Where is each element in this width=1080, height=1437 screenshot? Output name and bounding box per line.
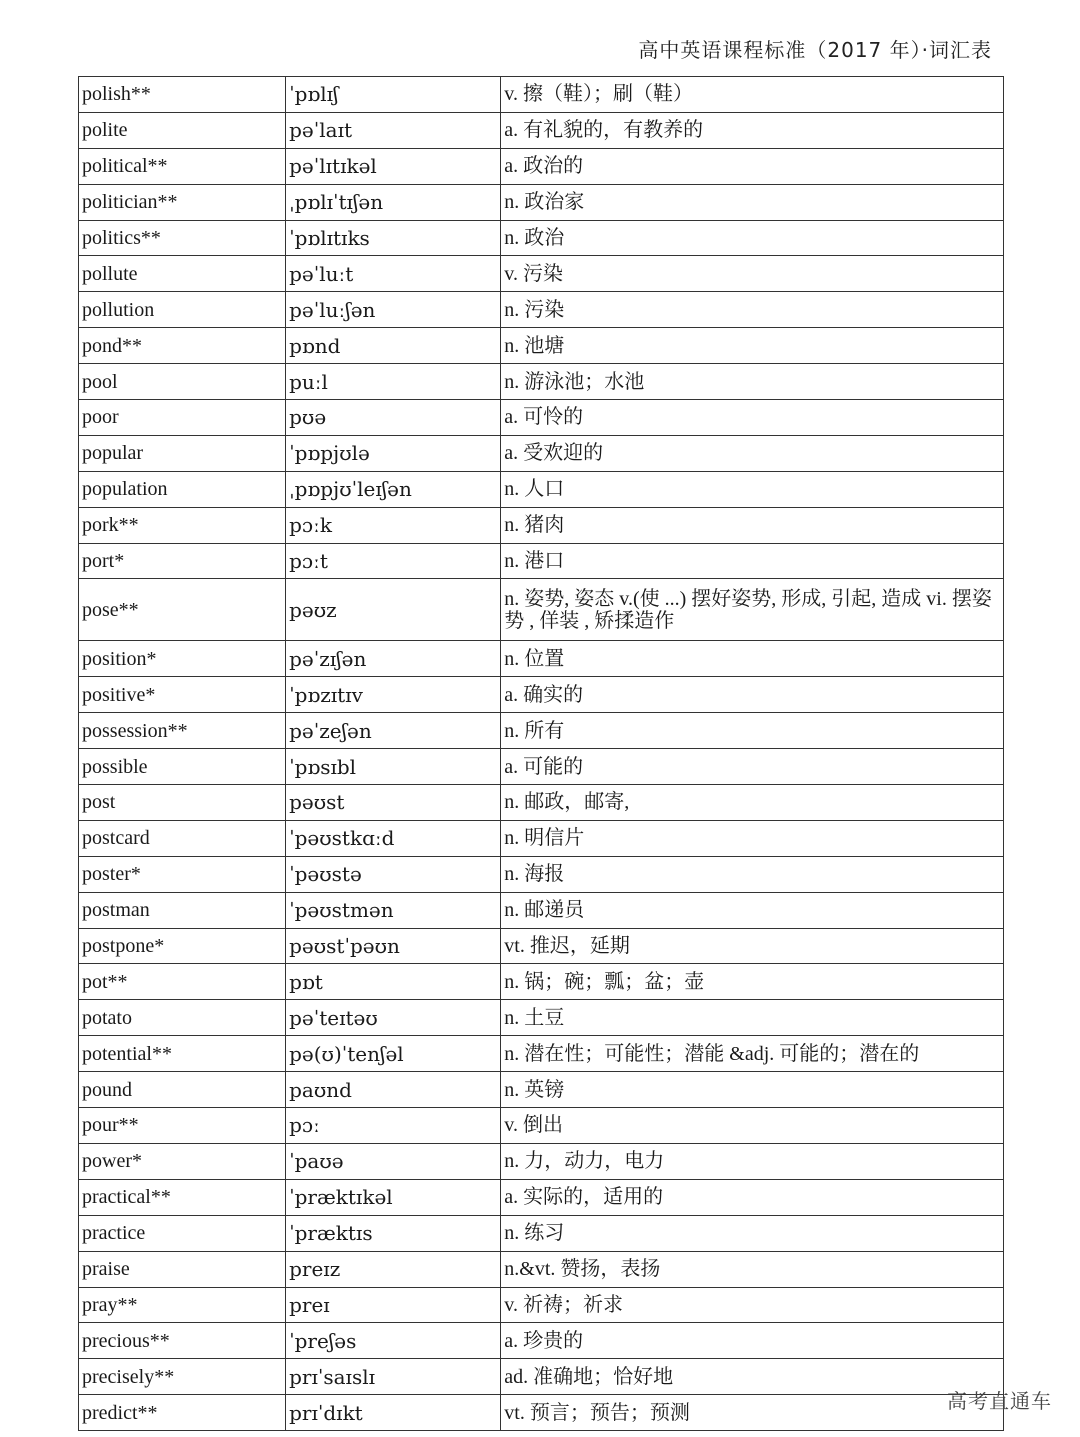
word-cell: possession** <box>79 713 286 749</box>
ipa-cell: pəˈluːt <box>286 256 501 292</box>
meaning-cell: v. 倒出 <box>501 1108 1004 1144</box>
table-row <box>79 579 1004 641</box>
meaning-cell: n. 政治家 <box>501 184 1004 220</box>
table-row <box>79 1215 1004 1251</box>
table-row <box>79 148 1004 184</box>
meaning-cell: n. 政治 <box>501 220 1004 256</box>
meaning-cell: n. 邮政，邮寄, <box>501 785 1004 821</box>
table-row <box>79 256 1004 292</box>
word-cell: pound <box>79 1072 286 1108</box>
word-cell: popular <box>79 435 286 471</box>
word-cell: politician** <box>79 184 286 220</box>
ipa-cell: pəˈlaɪt <box>286 112 501 148</box>
ipa-cell: ˈpreʃəs <box>286 1323 501 1359</box>
meaning-cell: n. 练习 <box>501 1215 1004 1251</box>
vocabulary-table <box>78 76 1004 1431</box>
meaning-cell: a. 政治的 <box>501 148 1004 184</box>
meaning-cell: n. 池塘 <box>501 328 1004 364</box>
table-row <box>79 713 1004 749</box>
word-cell: practice <box>79 1215 286 1251</box>
ipa-cell: ˈpræktɪs <box>286 1215 501 1251</box>
ipa-cell: ˈpɒlɪtɪks <box>286 220 501 256</box>
table-row <box>79 400 1004 436</box>
word-cell: precisely** <box>79 1359 286 1395</box>
meaning-cell: n. 锅；碗；瓢；盆；壶 <box>501 964 1004 1000</box>
word-cell: pour** <box>79 1108 286 1144</box>
table-row <box>79 928 1004 964</box>
meaning-cell: vt. 推迟，延期 <box>501 928 1004 964</box>
meaning-cell: a. 确实的 <box>501 677 1004 713</box>
ipa-cell: ˈpræktɪkəl <box>286 1179 501 1215</box>
meaning-cell: n. 土豆 <box>501 1000 1004 1036</box>
ipa-cell: ˈpəʊstmən <box>286 892 501 928</box>
table-row <box>79 328 1004 364</box>
word-cell: pool <box>79 364 286 400</box>
table-row <box>79 641 1004 677</box>
table-row <box>79 677 1004 713</box>
meaning-cell: n. 游泳池；水池 <box>501 364 1004 400</box>
word-cell: praise <box>79 1251 286 1287</box>
word-cell: potato <box>79 1000 286 1036</box>
word-cell: pray** <box>79 1287 286 1323</box>
ipa-cell: pɔː <box>286 1108 501 1144</box>
table-row <box>79 749 1004 785</box>
table-row <box>79 292 1004 328</box>
word-cell: postpone* <box>79 928 286 964</box>
word-cell: predict** <box>79 1395 286 1431</box>
table-row <box>79 112 1004 148</box>
table-row <box>79 77 1004 113</box>
table-row <box>79 184 1004 220</box>
page-header: 高中英语课程标准（2017 年）·词汇表 <box>638 38 992 62</box>
ipa-cell: ˌpɒlɪˈtɪʃən <box>286 184 501 220</box>
meaning-cell: n. 力，动力，电力 <box>501 1143 1004 1179</box>
word-cell: politics** <box>79 220 286 256</box>
meaning-cell: n. 英镑 <box>501 1072 1004 1108</box>
table-row <box>79 820 1004 856</box>
table-row <box>79 1323 1004 1359</box>
ipa-cell: pə(ʊ)ˈtenʃəl <box>286 1036 501 1072</box>
word-cell: positive* <box>79 677 286 713</box>
ipa-cell: preɪz <box>286 1251 501 1287</box>
vocabulary-table-body <box>79 77 1004 1431</box>
word-cell: practical** <box>79 1179 286 1215</box>
word-cell: power* <box>79 1143 286 1179</box>
word-cell: pond** <box>79 328 286 364</box>
word-cell: pollute <box>79 256 286 292</box>
table-row <box>79 364 1004 400</box>
ipa-cell: ˈpəʊstə <box>286 856 501 892</box>
word-cell: poster* <box>79 856 286 892</box>
meaning-cell: v. 祈祷；祈求 <box>501 1287 1004 1323</box>
ipa-cell: pəˈzeʃən <box>286 713 501 749</box>
meaning-cell: n. 港口 <box>501 543 1004 579</box>
table-row <box>79 856 1004 892</box>
word-cell: pose** <box>79 579 286 641</box>
ipa-cell: pəˈlɪtɪkəl <box>286 148 501 184</box>
meaning-cell: n. 姿势, 姿态 v.(使 ...) 摆好姿势, 形成, 引起, 造成 vi. 摆姿势 , 佯装 , 矫揉造作 <box>501 579 1004 641</box>
meaning-cell: v. 擦（鞋）；刷（鞋） <box>501 77 1004 113</box>
meaning-cell: n. 污染 <box>501 292 1004 328</box>
word-cell: poor <box>79 400 286 436</box>
ipa-cell: pʊə <box>286 400 501 436</box>
table-row <box>79 1359 1004 1395</box>
table-row <box>79 964 1004 1000</box>
table-row <box>79 785 1004 821</box>
word-cell: post <box>79 785 286 821</box>
meaning-cell: n. 位置 <box>501 641 1004 677</box>
meaning-cell: n. 明信片 <box>501 820 1004 856</box>
table-row <box>79 1395 1004 1431</box>
table-row <box>79 1251 1004 1287</box>
ipa-cell: pɔːk <box>286 507 501 543</box>
word-cell: potential** <box>79 1036 286 1072</box>
ipa-cell: ˈpɒlɪʃ <box>286 77 501 113</box>
meaning-cell: a. 可怜的 <box>501 400 1004 436</box>
word-cell: pollution <box>79 292 286 328</box>
table-row <box>79 1036 1004 1072</box>
ipa-cell: prɪˈsaɪslɪ <box>286 1359 501 1395</box>
meaning-cell: vt. 预言；预告；预测 <box>501 1395 1004 1431</box>
table-row <box>79 892 1004 928</box>
word-cell: postman <box>79 892 286 928</box>
watermark: 高考直通车 <box>947 1389 1052 1413</box>
table-row <box>79 1287 1004 1323</box>
word-cell: population <box>79 471 286 507</box>
ipa-cell: pəˈzɪʃən <box>286 641 501 677</box>
word-cell: position* <box>79 641 286 677</box>
meaning-cell: v. 污染 <box>501 256 1004 292</box>
meaning-cell: n. 人口 <box>501 471 1004 507</box>
word-cell: port* <box>79 543 286 579</box>
ipa-cell: pəˈteɪtəʊ <box>286 1000 501 1036</box>
word-cell: pot** <box>79 964 286 1000</box>
word-cell: postcard <box>79 820 286 856</box>
table-row <box>79 1000 1004 1036</box>
table-row <box>79 1143 1004 1179</box>
ipa-cell: ˈpɒzɪtɪv <box>286 677 501 713</box>
table-row <box>79 1072 1004 1108</box>
ipa-cell: paʊnd <box>286 1072 501 1108</box>
meaning-cell: n. 猪肉 <box>501 507 1004 543</box>
meaning-cell: n. 海报 <box>501 856 1004 892</box>
ipa-cell: preɪ <box>286 1287 501 1323</box>
word-cell: pork** <box>79 507 286 543</box>
ipa-cell: pəˈluːʃən <box>286 292 501 328</box>
ipa-cell: pəʊz <box>286 579 501 641</box>
meaning-cell: n. 潜在性；可能性；潜能 &adj. 可能的；潜在的 <box>501 1036 1004 1072</box>
meaning-cell: a. 珍贵的 <box>501 1323 1004 1359</box>
word-cell: political** <box>79 148 286 184</box>
meaning-cell: ad. 准确地；恰好地 <box>501 1359 1004 1395</box>
ipa-cell: ˈpɒpjʊlə <box>286 435 501 471</box>
word-cell: precious** <box>79 1323 286 1359</box>
ipa-cell: pəʊstˈpəʊn <box>286 928 501 964</box>
meaning-cell: n.&vt. 赞扬，表扬 <box>501 1251 1004 1287</box>
ipa-cell: pɒnd <box>286 328 501 364</box>
ipa-cell: ˌpɒpjʊˈleɪʃən <box>286 471 501 507</box>
meaning-cell: n. 邮递员 <box>501 892 1004 928</box>
ipa-cell: pəʊst <box>286 785 501 821</box>
table-row <box>79 471 1004 507</box>
table-row <box>79 220 1004 256</box>
table-row <box>79 1179 1004 1215</box>
meaning-cell: a. 实际的，适用的 <box>501 1179 1004 1215</box>
ipa-cell: prɪˈdɪkt <box>286 1395 501 1431</box>
ipa-cell: pɔːt <box>286 543 501 579</box>
table-row <box>79 507 1004 543</box>
word-cell: possible <box>79 749 286 785</box>
table-row <box>79 1108 1004 1144</box>
meaning-cell: a. 受欢迎的 <box>501 435 1004 471</box>
ipa-cell: pɒt <box>286 964 501 1000</box>
meaning-cell: a. 可能的 <box>501 749 1004 785</box>
ipa-cell: ˈpaʊə <box>286 1143 501 1179</box>
ipa-cell: ˈpəʊstkɑːd <box>286 820 501 856</box>
meaning-cell: a. 有礼貌的，有教养的 <box>501 112 1004 148</box>
word-cell: polish** <box>79 77 286 113</box>
ipa-cell: puːl <box>286 364 501 400</box>
table-row <box>79 543 1004 579</box>
word-cell: polite <box>79 112 286 148</box>
ipa-cell: ˈpɒsɪbl <box>286 749 501 785</box>
table-row <box>79 435 1004 471</box>
meaning-cell: n. 所有 <box>501 713 1004 749</box>
